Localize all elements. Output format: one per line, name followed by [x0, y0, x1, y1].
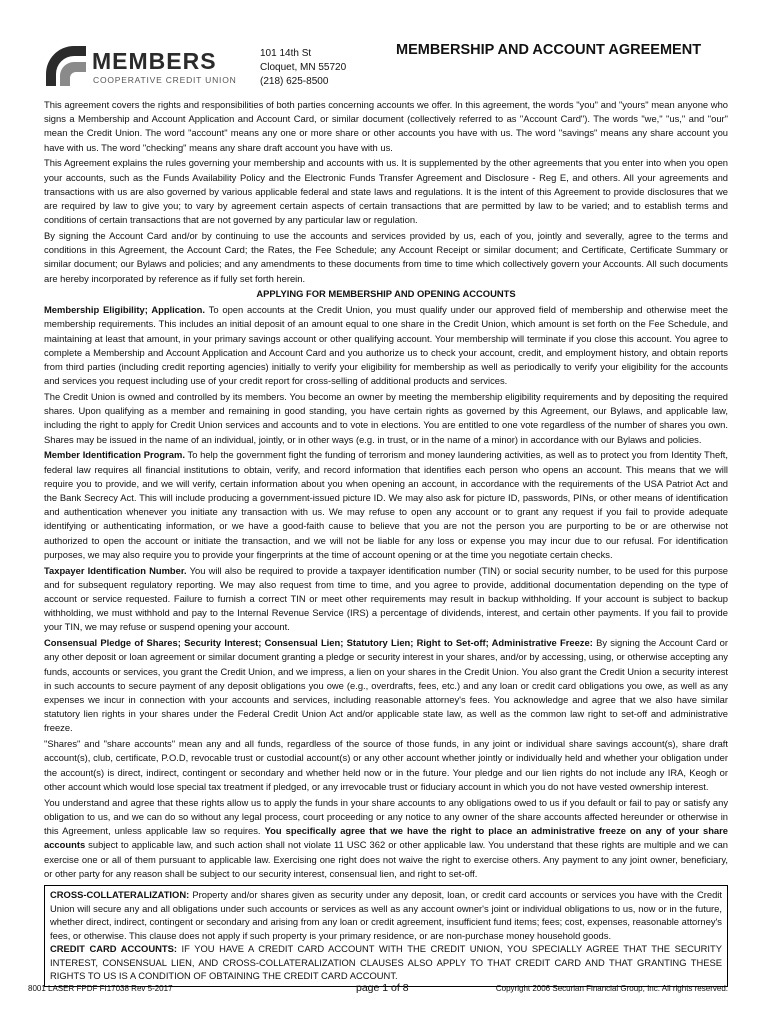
paragraph-ownership: The Credit Union is owned and controlled by its members. You become an owner by meeting the membership eligibility requirements and by depositing the required shares. Upon qualifying as a member and remaining in good standing, you have certain rights as governed by this Agreement, our Bylaws, and applicable law, including the right to apply for Credit Union services and accounts and to vote in elections. You are entitled to one vote regardless of the number of shares you own. Shares may be issued in the name of an individual, jointly, or in other ways (e.g. in trust, or in the name of a minor) in accordance with our Bylaws and policies. — [44, 391, 728, 445]
paragraph-cross-collateralization — [50, 888, 722, 942]
paragraph-membership-eligibility — [44, 303, 728, 388]
paragraph-lead: Membership Eligibility; Application. — [44, 304, 205, 316]
paragraph-shares-definition: "Shares" and "share accounts" mean any and all funds, regardless of the source of those funds, in any joint or individual share savings account(s), share draft account(s), club, certificate, P.O.D, revocable trust or custodial account(s) or any other account whether jointly or individually held and whether your obligation under the account(s) is direct, indirect, contingent or secondary and whether held now or in the future. Your pledge and our lien rights do not include any IRA, Keogh or other account which would lose special tax treatment if pledged, or any irrevocable trust or fiduciary account in which you do not have vested ownership interest. — [44, 738, 728, 792]
logo-name: MEMBERS — [92, 48, 217, 74]
address-line-1: 101 14th St — [260, 48, 312, 59]
document-header — [44, 40, 728, 98]
agreement-body — [44, 98, 728, 881]
paragraph-consensual-pledge — [44, 636, 728, 735]
paragraph-lead: CROSS-COLLATERALIZATION: — [50, 888, 190, 900]
paragraph-lead: Taxpayer Identification Number. — [44, 564, 187, 576]
document-page — [44, 40, 728, 987]
logo-arch-icon — [44, 42, 90, 88]
paragraph-member-identification — [44, 448, 728, 562]
paragraph-definitions: This agreement covers the rights and responsibilities of both parties concerning accounts we offer. In this agreement, the words "you" and "yours" mean anyone who signs a Membership and Account Application and Account Card, or similar document (collectively referred to as "Account Card"). The words "we," "us," and "our" mean the Credit Union. The word "account" means any one or more share or other accounts you have with us. The word "savings" means any share account you have with us. The word "checking" means any share draft account you have with us. — [44, 99, 728, 153]
paragraph-signing-terms: By signing the Account Card and/or by continuing to use the accounts and services provided by us, each of you, jointly and severally, agree to the terms and conditions in this Agreement, the Account Card; the Rates, the Fee Schedule; any Account Receipt or similar document; and Certificate, Certificate Summary or similar document; our Bylaws and policies; and any amendments to these documents from time to time which collectively govern your Accounts. All such documents are hereby incorporated by reference as if fully set forth herein. — [44, 230, 728, 284]
cross-collateralization-box — [44, 885, 728, 987]
address-block — [260, 47, 346, 89]
paragraph-governing-rules: This Agreement explains the rules governing your membership and accounts with us. It is supplemented by the other agreements that you enter into when you open your accounts, such as the Funds Availability Policy and the Electronic Funds Transfer Agreement and Disclosure - Reg E, and others. All your agreements and transactions with us are also governed by various applicable federal and state laws and regulations. It is the intent of this Agreement to provide disclosures that we are required by law to give you; to vary by agreement certain aspects of certain transactions that are permitted by law to be varied; and to establish terms and conditions of certain transactions that are not governed by any particular law or regulation. — [44, 157, 728, 226]
paragraph-text: subject to applicable law, and such action shall not violate 11 USC 362 or other applicable law. You understand that these rights are multiple and we can exercise one or all of them pursuant to applicable law. Exercising one right does not waive the right to exercise others. Any payment to any joint owner, beneficiary, or other party for any reason shall be subject to our security interest, consensual lien, and right to set-off. — [44, 839, 728, 879]
paragraph-text: Property and/or shares given as security under any deposit, loan, or credit card accounts or services you have with the Credit Union will secure any and all obligations under such accounts or services as well as any account owner's joint or individual obligations to us, now or in the future, whether direct, indirect, contingent or secondary and arising from any loan or credit agreement, insufficient fund items; fees; cost, expenses, reasonable attorney's fees, or otherwise. This clause does not apply if such property is your primary residence, or are non-purchase money household goods. — [50, 888, 722, 941]
paragraph-text: IF YOU HAVE A CREDIT CARD ACCOUNT WITH THE CREDIT UNION, YOU SPECIALLY AGREE THAT THE SECURITY INTEREST, CONSENSUAL LIEN, AND CROSS-COLLATERALIZATION CLAUSES ALSO APPLY TO THAT CREDIT CARD AND THAT GRANTING THESE RIGHTS TO US IS A CONDITION OF OBTAINING THE CREDIT CARD ACCOUNT. — [50, 943, 722, 982]
paragraph-lead: CREDIT CARD ACCOUNTS: — [50, 943, 177, 955]
form-number: 8001 LASER FPDF FI17038 Rev 5-2017 — [28, 984, 173, 993]
paragraph-lead: Member Identification Program. — [44, 449, 185, 461]
page-number: page 1 of 8 — [356, 982, 409, 994]
paragraph-text: To help the government fight the funding of terrorism and money laundering activities, as well as to protect you from Identity Theft, federal law requires all financial institutions to obtain, verify, and record information that identifies each person who opens an account. This means that we will require you to provide, and we will verify, certain information about you when opening an account, in accordance with the requirements of the USA Patriot Act and the Bank Secrecy Act. This will include producing a government-issued picture ID. We may also ask for picture ID, passwords, PINs, or other means of identification and authentication whenever you initiate any transaction with us. We may refuse to open any account or to grant any request if you fail to provide adequate identifying or authenticating information, or we have a good-faith cause to believe that you are not the person you are purporting to be or are otherwise not authorized to open the account or initiate the transaction, and we will not be liable for any loss or expense you may incur due to our refusal. For identification purposes, we may also require you to provide your fingerprints at the time of account opening or at the time you negotiate certain checks. — [44, 449, 729, 560]
paragraph-emphasis: You specifically agree that we have the right to place an administrative freeze on any of your share accounts — [44, 825, 728, 851]
section-heading: APPLYING FOR MEMBERSHIP AND OPENING ACCOUNTS — [256, 288, 516, 300]
paragraph-text: To open accounts at the Credit Union, you must qualify under our approved field of membership and otherwise meet the membership requirements. This includes an initial deposit of an amount equal to one share in the Credit Union, which amount is set forth on the Fee Schedule, and maintaining at least that amount, in your primary savings account or other qualifying account. Your membership will terminate if you close this account. You agree to complete a Membership and Account Application and Account Card and you authorize us to check your account, credit, and employment history, and obtain reports from third parties (including credit reporting agencies) initially to verify your eligibility for membership as well as periodically to verify your eligibility for the accounts and services you request including use of your credit report for cross-selling of additional products and services. — [44, 304, 728, 387]
paragraph-text: You understand and agree that these rights allow us to apply the funds in your share accounts to any obligations owed to us if you default or fail to pay or satisfy any obligation to us, and we can do so without any legal process, court proceeding or any notice to any owner of the share accounts affected hereunder or otherwise in this Agreement, unless applicable law so requires. — [44, 796, 728, 837]
paragraph-text: By signing the Account Card or any other deposit or loan agreement or similar document granting a pledge or security interest in your shares, and/or by accessing, using, or otherwise accepting any funds, accounts or services, you grant the Credit Union, and we impress, a lien on your shares in the Credit Union. You also grant the Credit Union a security interest in such accounts to secure payment of any deposit obligations you owe (e.g., overdrafts, fees, etc.) and any loan or credit card obligations you owe, as well as any expenses we incur in connection with your accounts and services, including reasonable attorney's fees. You acknowledge and agree that we also have similar statutory lien rights in your shares under the Federal Credit Union Act and/or applicable state law, as well as the common law right to set-off and administrative freeze. — [44, 637, 728, 734]
paragraph-rights-apply — [44, 796, 728, 881]
address-line-2: Cloquet, MN 55720 — [260, 62, 347, 73]
phone-number: (218) 625-8500 — [260, 76, 329, 87]
credit-union-logo — [44, 42, 244, 94]
paragraph-text: You will also be required to provide a taxpayer identification number (TIN) or social security number, to be used for this purpose and for subsequent regulatory reporting. We may also request from time to time, and you agree to provide, additional documentation depending on the type of account or service requested. Failure to furnish a correct TIN or meet other requirements may result in backup withholding. If your account is subject to backup withholding, we must withhold and pay to the Internal Revenue Service (IRS) a percentage of dividends, interest, and certain other payments. If you fail to provide your TIN, we may refuse or suspend opening your account. — [44, 564, 728, 633]
paragraph-lead: Consensual Pledge of Shares; Security Interest; Consensual Lien; Statutory Lien; Right to Set-off; Administrative Freeze: — [44, 637, 593, 649]
paragraph-taxpayer-id — [44, 564, 728, 635]
paragraph-credit-card-accounts — [50, 942, 722, 983]
copyright-notice: Copyright 2006 Securian Financial Group, Inc. All rights reserved. — [495, 984, 728, 993]
document-title: MEMBERSHIP AND ACCOUNT AGREEMENT — [396, 42, 702, 58]
logo-subtitle: COOPERATIVE CREDIT UNION — [93, 75, 237, 85]
